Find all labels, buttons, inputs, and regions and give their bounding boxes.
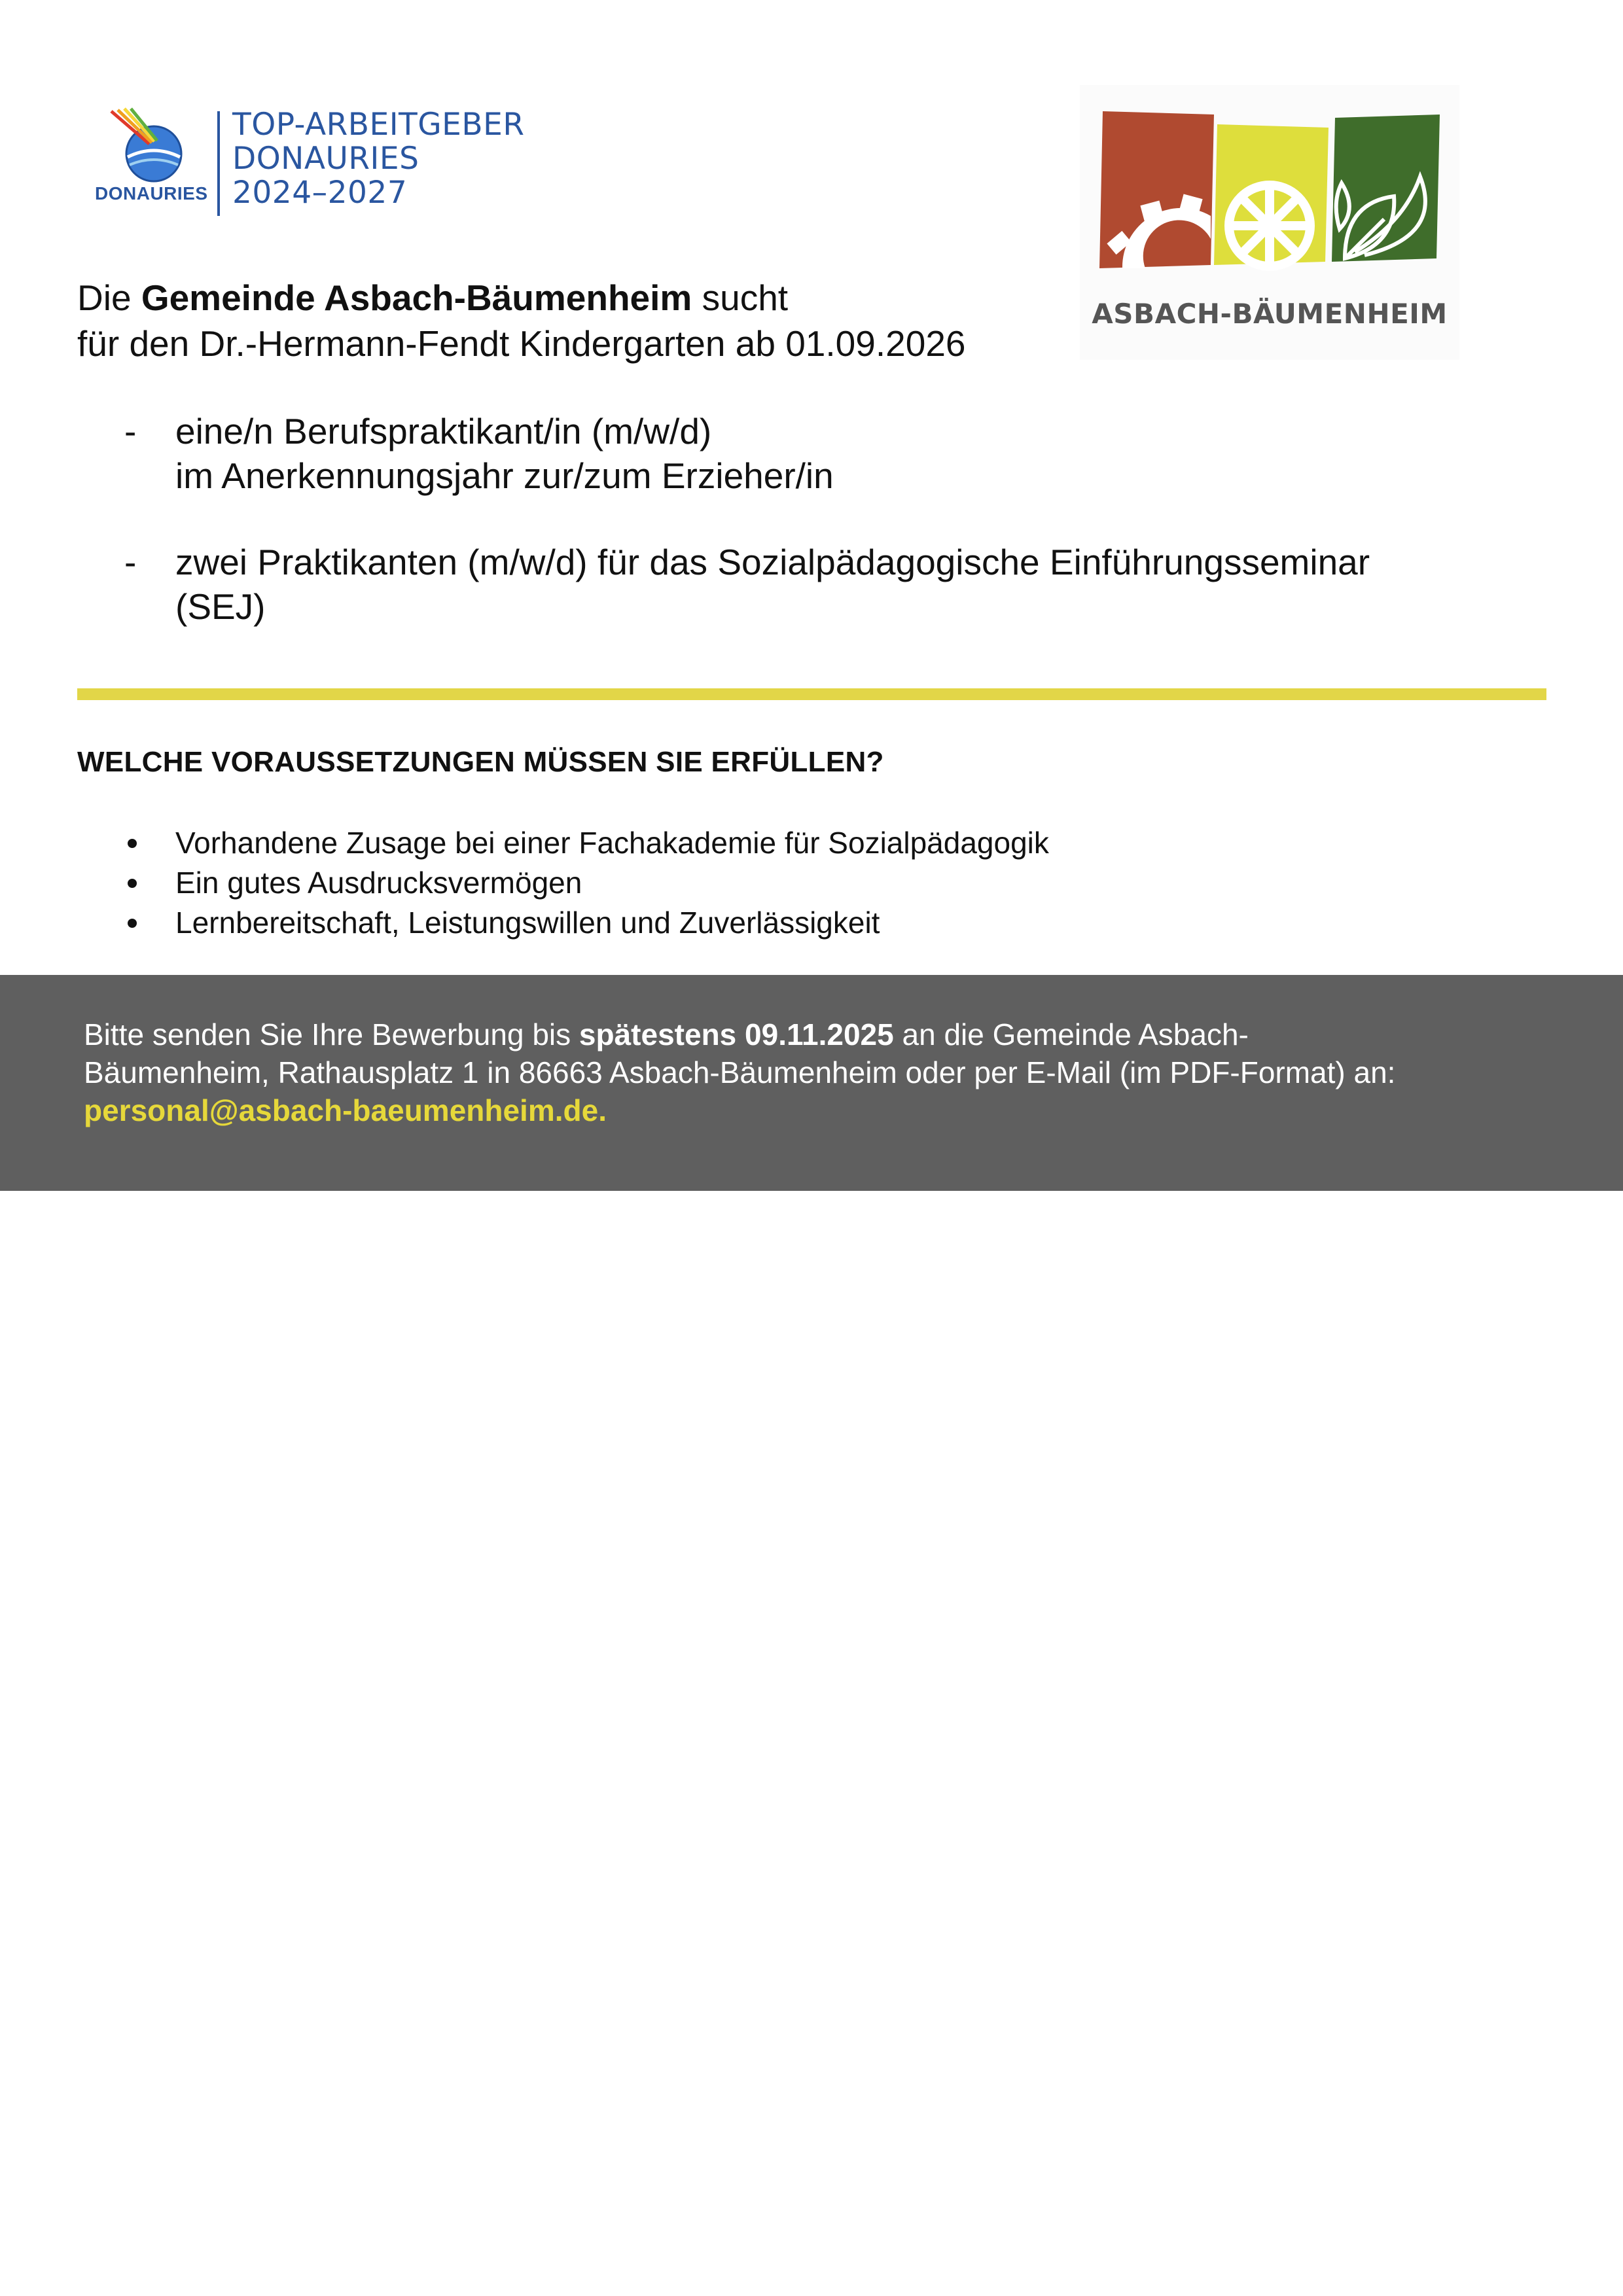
position-dash: - bbox=[124, 411, 137, 451]
requirement-item bbox=[124, 903, 1049, 943]
position-item bbox=[124, 409, 1499, 498]
position-line-2: im Anerkennungsjahr zur/zum Erzieher/in bbox=[175, 455, 834, 496]
position-item bbox=[124, 540, 1499, 629]
intro-org: Gemeinde Asbach-Bäumenheim bbox=[141, 277, 692, 318]
donauries-badge bbox=[92, 105, 524, 222]
requirement-item bbox=[124, 863, 1049, 903]
badge-line-2: DONAURIES bbox=[232, 141, 419, 177]
badge-divider bbox=[217, 111, 220, 216]
intro-line-2: für den Dr.-Hermann-Fendt Kindergarten ab 01.09.2026 bbox=[77, 323, 966, 364]
requirement-text: Ein gutes Ausdrucksvermögen bbox=[175, 866, 582, 900]
requirements-heading: WELCHE VORAUSSETZUNGEN MÜSSEN SIE ERFÜLLEN? bbox=[77, 746, 884, 778]
contact-line-2: Bäumenheim, Rathausplatz 1 in 86663 Asbach-Bäumenheim oder per E-Mail (im PDF-Format) an: bbox=[84, 1055, 1396, 1089]
accent-divider bbox=[77, 688, 1546, 700]
badge-line-1: TOP-ARBEITGEBER bbox=[232, 107, 525, 143]
badge-text bbox=[232, 108, 524, 210]
requirement-text: Lernbereitschaft, Leistungswillen und Zuverlässigkeit bbox=[175, 906, 880, 940]
contact-email-link[interactable]: personal@asbach-baeumenheim.de. bbox=[84, 1093, 607, 1127]
contact-pre: Bitte senden Sie Ihre Bewerbung bis bbox=[84, 1017, 579, 1051]
contact-post: an die Gemeinde Asbach- bbox=[893, 1017, 1249, 1051]
town-logo bbox=[1080, 85, 1459, 360]
bullet-icon bbox=[128, 839, 137, 848]
donauries-logo-icon bbox=[92, 105, 216, 222]
badge-line-3: 2024–2027 bbox=[232, 175, 408, 211]
position-line-2: (SEJ) bbox=[175, 586, 266, 627]
contact-band bbox=[0, 975, 1623, 1191]
bullet-icon bbox=[128, 919, 137, 928]
contact-deadline: spätestens 09.11.2025 bbox=[579, 1017, 894, 1051]
intro-line-1 bbox=[77, 275, 966, 321]
position-line-1: eine/n Berufspraktikant/in (m/w/d) bbox=[175, 411, 712, 451]
requirements-list bbox=[124, 823, 1049, 943]
contact-text bbox=[84, 1016, 1395, 1129]
bullet-icon bbox=[128, 879, 137, 888]
intro bbox=[77, 275, 966, 366]
town-name: ASBACH-BÄUMENHEIM bbox=[1092, 298, 1448, 330]
intro-prefix: Die bbox=[77, 277, 141, 318]
intro-suffix: sucht bbox=[692, 277, 789, 318]
requirement-text: Vorhandene Zusage bei einer Fachakademie für Sozialpädagogik bbox=[175, 826, 1049, 860]
position-dash: - bbox=[124, 542, 137, 582]
badge-mark-word: DONAURIES bbox=[95, 183, 208, 203]
positions-list bbox=[124, 409, 1499, 671]
contact-line-1 bbox=[84, 1016, 1395, 1053]
position-line-1: zwei Praktikanten (m/w/d) für das Sozialpädagogische Einführungsseminar bbox=[175, 542, 1370, 582]
town-emblem-icon bbox=[1096, 105, 1443, 294]
requirement-item bbox=[124, 823, 1049, 863]
